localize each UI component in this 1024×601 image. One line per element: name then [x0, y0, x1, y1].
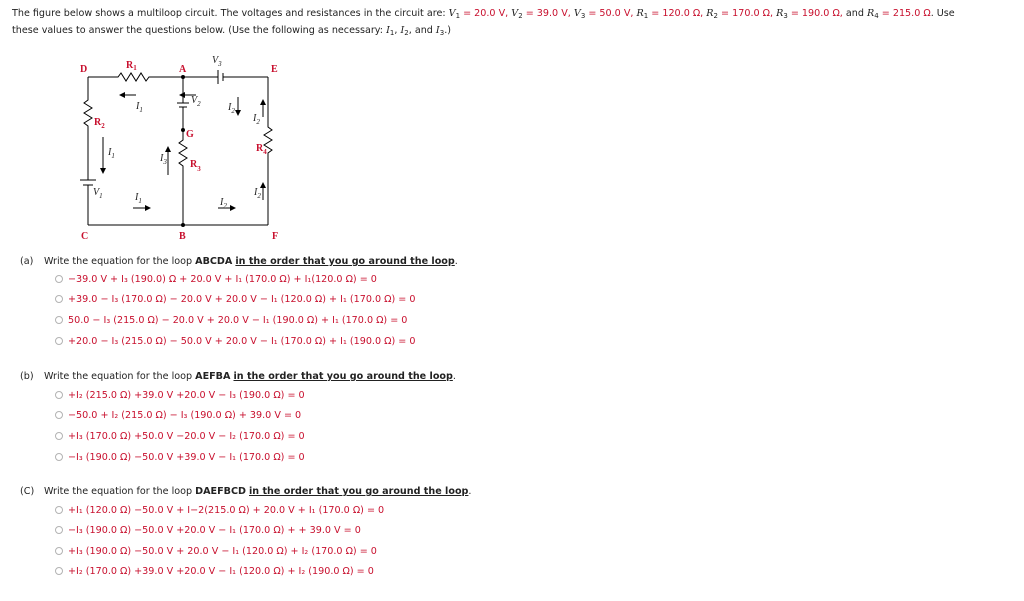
node-C: C: [81, 231, 89, 242]
option-c-4[interactable]: +I₂ (170.0 Ω) +39.0 V +20.0 V − I₁ (120.0 Ω) + I₂ (190.0 Ω) = 0: [55, 565, 374, 579]
option-a-2[interactable]: +39.0 − I₃ (170.0 Ω) − 20.0 V + 20.0 V − I₁ (120.0 Ω) + I₁ (170.0 Ω) = 0: [55, 293, 415, 307]
label-R1: $R_1$: [126, 60, 137, 72]
option-c-3[interactable]: +I₃ (190.0 Ω) −50.0 V + 20.0 V − I₁ (120.0 Ω) + I₂ (170.0 Ω) = 0: [55, 545, 377, 559]
intro-line-2: these values to answer the questions below. (Use the following as necessary: $I_1$, $I_2$, and $I_3$.): [12, 25, 451, 37]
node-D: D: [80, 64, 88, 75]
question-c-heading: (C) Write the equation for the loop DAEFBCD in the order that you go around the loop.: [20, 486, 472, 497]
radio-button[interactable]: [55, 316, 63, 324]
label-V3: $V_3$: [212, 55, 222, 68]
circuit-diagram: [78, 55, 298, 245]
label-I1-bottom: $I_1$: [135, 192, 142, 205]
option-b-1[interactable]: +I₂ (215.0 Ω) +39.0 V +20.0 V − I₃ (190.0 Ω) = 0: [55, 389, 305, 403]
label-V2: $V_2$: [191, 95, 201, 108]
option-a-3[interactable]: 50.0 − I₃ (215.0 Ω) − 20.0 V + 20.0 V − I₁ (190.0 Ω) + I₁ (170.0 Ω) = 0: [55, 314, 407, 328]
label-I2-right: $I_2$: [253, 113, 260, 126]
option-b-3[interactable]: +I₃ (170.0 Ω) +50.0 V −20.0 V − I₂ (170.0 Ω) = 0: [55, 430, 305, 444]
label-R2: $R_2$: [94, 117, 105, 130]
radio-button[interactable]: [55, 391, 63, 399]
option-a-1[interactable]: −39.0 V + I₃ (190.0) Ω + 20.0 V + I₁ (170.0 Ω) + I₁(120.0 Ω) = 0: [55, 273, 377, 287]
intro-line-1: The figure below shows a multiloop circuit. The voltages and resistances in the circuit are: $V_1 = 20.0$ V, $V_2 = 39.0$ V, $V_3 = 50.0$ V, $R_1 = 120.0$ Ω, $R_2 = 170.0$ Ω, $R_3 = 190.0$ Ω, and $R_4 = 215.0$ Ω. Use: [12, 8, 955, 20]
option-b-4[interactable]: −I₃ (190.0 Ω) −50.0 V +39.0 V − I₁ (170.0 Ω) = 0: [55, 451, 305, 465]
question-b-heading: (b) Write the equation for the loop AEFBA in the order that you go around the loop.: [20, 371, 456, 382]
label-R4: $R_4$: [256, 143, 267, 156]
node-E: E: [271, 64, 278, 75]
label-I2-top: $I_2$: [228, 102, 235, 115]
radio-button[interactable]: [55, 567, 63, 575]
label-R3: $R_3$: [190, 159, 201, 173]
label-I1-top: $I_1$: [136, 101, 143, 114]
radio-button[interactable]: [55, 432, 63, 440]
radio-button[interactable]: [55, 547, 63, 555]
radio-button[interactable]: [55, 295, 63, 303]
question-a-heading: (a) Write the equation for the loop ABCDA in the order that you go around the loop.: [20, 256, 458, 267]
radio-button[interactable]: [55, 411, 63, 419]
node-F: F: [272, 231, 279, 242]
option-c-1[interactable]: +I₁ (120.0 Ω) −50.0 V + I−2(215.0 Ω) + 20.0 V + I₁ (170.0 Ω) = 0: [55, 504, 384, 518]
radio-button[interactable]: [55, 526, 63, 534]
node-B: B: [179, 231, 186, 242]
label-I2-bottom: $I_2$: [220, 197, 227, 210]
radio-button[interactable]: [55, 453, 63, 461]
radio-button[interactable]: [55, 506, 63, 514]
option-a-4[interactable]: +20.0 − I₃ (215.0 Ω) − 50.0 V + 20.0 V − I₁ (170.0 Ω) + I₁ (190.0 Ω) = 0: [55, 335, 415, 349]
label-V1: $V_1$: [93, 187, 103, 200]
problem-statement: [12, 5, 1016, 39]
radio-button[interactable]: [55, 275, 63, 283]
option-c-2[interactable]: −I₃ (190.0 Ω) −50.0 V +20.0 V − I₁ (170.0 Ω) + + 39.0 V = 0: [55, 524, 361, 538]
node-G: G: [186, 129, 194, 140]
label-I3: $I_3$: [160, 153, 167, 166]
radio-button[interactable]: [55, 337, 63, 345]
label-I2-lower-right: $I_2$: [254, 187, 261, 200]
option-b-2[interactable]: −50.0 + I₂ (215.0 Ω) − I₃ (190.0 Ω) + 39.0 V = 0: [55, 409, 301, 423]
label-I1-left: $I_1$: [108, 147, 115, 160]
node-A: A: [179, 64, 187, 75]
